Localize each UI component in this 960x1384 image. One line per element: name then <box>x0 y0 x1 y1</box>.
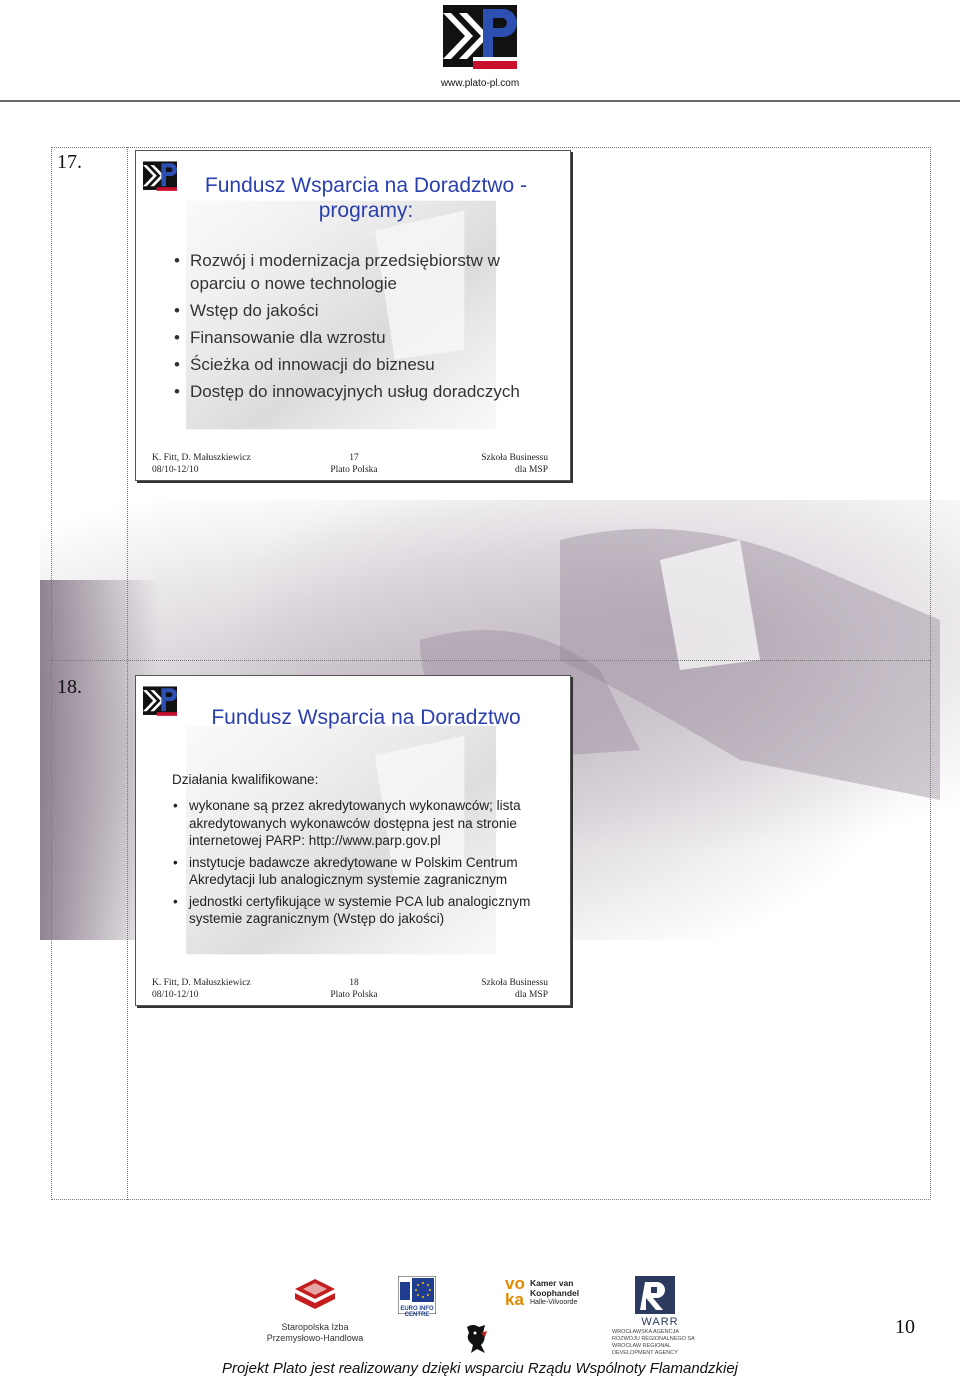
footer-school-line2: dla MSP <box>515 465 548 475</box>
slide-17-bullet: • Ścieżka od innowacji do biznesu <box>174 353 534 376</box>
kamer-line1: Kamer van <box>530 1278 574 1288</box>
slide-18-bullet: • jednostki certyfikujące w systemie PCA lub analogicznym systemie zagranicznym (Wstęp do jakości) <box>173 893 533 928</box>
slide-17-bullet: • Wstęp do jakości <box>174 299 534 322</box>
footer-school-line1: Szkoła Businessu <box>481 453 548 463</box>
frame-column-divider <box>127 147 128 1200</box>
slide-17-title <box>176 173 556 223</box>
warr-label: WARR <box>641 1316 679 1328</box>
flemish-lion-logo <box>463 1323 489 1355</box>
footer-org: Plato Polska <box>330 990 378 1000</box>
slide-17-plato-logo <box>143 161 177 195</box>
warr-logo <box>635 1276 675 1314</box>
slide-17-title-line1: Fundusz Wsparcia na Doradztwo - <box>204 174 528 197</box>
footer-authors: K. Fitt, D. Małuszkiewicz <box>152 453 251 463</box>
kamer-label <box>530 1278 600 1308</box>
slide-17-bullet-list <box>174 249 534 403</box>
footer-org: Plato Polska <box>330 465 378 475</box>
staropolska-line1: Staropolska Izba <box>281 1322 349 1332</box>
kamer-line2: Koophandel <box>530 1288 580 1298</box>
slide-18 <box>135 675 571 1006</box>
slide-18-intro: Działania kwalifikowane: <box>172 772 319 787</box>
page-number: 10 <box>895 1316 915 1338</box>
slide-18-footer-authors <box>152 977 251 1001</box>
page-footer-text: Projekt Plato jest realizowany dzięki wsparciu Rządu Wspólnoty Flamandzkiej <box>221 1360 739 1377</box>
warr-line4: DEVELOPMENT AGENCY <box>612 1350 678 1356</box>
warr-line3: WROCŁAW REGIONAL <box>612 1343 672 1349</box>
slide-17-bullet: • Dostęp do innowacyjnych usług doradczych <box>174 380 534 403</box>
slide-number-17: 17. <box>57 151 82 173</box>
footer-page: 18 <box>349 978 359 988</box>
voka-logo: voka <box>505 1274 525 1309</box>
slide-number-18: 18. <box>57 676 82 698</box>
slide-18-title: Fundusz Wsparcia na Doradztwo <box>211 706 521 729</box>
footer-dates: 08/10-12/10 <box>152 465 199 475</box>
slide-17-footer-center <box>324 452 384 476</box>
staropolska-logo <box>293 1277 337 1317</box>
footer-authors: K. Fitt, D. Małuszkiewicz <box>152 978 251 988</box>
slide-18-footer-school <box>466 977 548 1001</box>
frame-row-divider <box>51 660 931 661</box>
footer-school-line1: Szkoła Businessu <box>481 978 548 988</box>
warr-description <box>612 1329 708 1357</box>
logo-url-text: www.plato-pl.com <box>440 78 520 89</box>
slide-18-bullet: • instytucje badawcze akredytowane w Polskim Centrum Akredytacji lub analogicznym systemie zagranicznym <box>173 854 533 889</box>
footer-page: 17 <box>349 453 359 463</box>
footer-school-line2: dla MSP <box>515 990 548 1000</box>
slide-17-bullet: • Rozwój i modernizacja przedsiębiorstw w oparciu o nowe technologie <box>174 249 534 295</box>
slide-17-footer-school <box>466 452 548 476</box>
slide-17-bullet: • Finansowanie dla wzrostu <box>174 326 534 349</box>
slide-18-plato-logo <box>143 686 177 720</box>
warr-line1: WROCŁAWSKA AGENCJA <box>612 1329 680 1335</box>
slide-17-title-line2: programy: <box>318 199 414 222</box>
plato-logo <box>443 5 517 77</box>
header-divider <box>0 100 960 102</box>
slide-18-bullet-list <box>173 797 533 928</box>
slide-18-footer-center <box>324 977 384 1001</box>
slide-17-footer-authors <box>152 452 251 476</box>
kamer-line3: Halle-Vilvoorde <box>530 1299 578 1306</box>
euro-info-label: EURO INFO CENTRE <box>400 1306 434 1318</box>
staropolska-line2: Przemysłowo-Handlowa <box>266 1333 364 1343</box>
slide-18-bullet: • wykonane są przez akredytowanych wykonawców; lista akredytowanych wykonawców dostępna jest na stronie internetowej PARP: http://www.parp.gov.pl <box>173 797 533 850</box>
staropolska-label <box>258 1322 372 1344</box>
warr-line2: ROZWOJU REGIONALNEGO SA <box>612 1336 695 1342</box>
footer-dates: 08/10-12/10 <box>152 990 199 1000</box>
slide-17 <box>135 150 571 481</box>
